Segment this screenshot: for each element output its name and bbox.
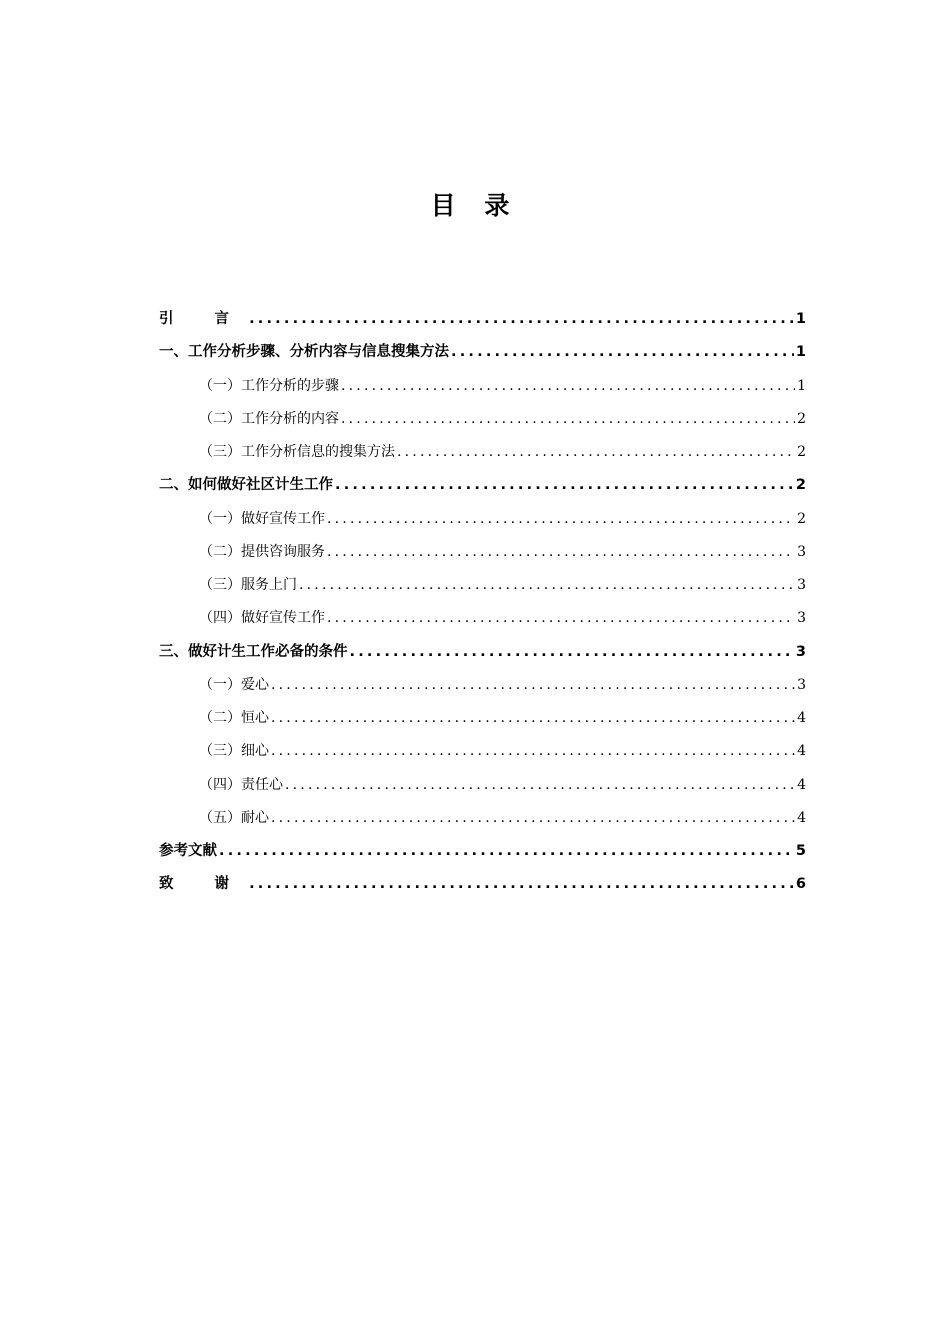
toc-entry-page: 1 xyxy=(797,377,806,394)
toc-entry-label: （三）工作分析信息的搜集方法 xyxy=(199,444,395,460)
toc-leader-dots xyxy=(327,602,795,635)
toc-leader-dots xyxy=(327,536,795,569)
toc-entry-label: 致 谢 xyxy=(159,876,248,893)
toc-entry-page: 5 xyxy=(795,843,806,859)
toc-entry-page: 2 xyxy=(797,510,806,527)
toc-entry-section-2-3[interactable] xyxy=(159,569,806,602)
toc-leader-dots xyxy=(350,636,794,669)
toc-leader-dots xyxy=(341,403,795,436)
toc-entry-label: （一）工作分析的步骤 xyxy=(199,377,339,394)
toc-entry-acknowledgements[interactable] xyxy=(159,868,806,901)
toc-entry-page: 3 xyxy=(797,676,806,693)
toc-entry-section-1-3[interactable] xyxy=(159,436,806,469)
toc-leader-dots xyxy=(335,469,794,502)
toc-leader-dots xyxy=(327,503,795,536)
toc-entry-references[interactable] xyxy=(159,835,806,868)
toc-entry-label: 引 言 xyxy=(159,311,248,327)
toc-entry-label: （一）爱心 xyxy=(199,676,269,693)
toc-entry-label: （四）做好宣传工作 xyxy=(199,610,325,627)
toc-leader-dots xyxy=(249,868,794,901)
toc-entry-section-1-1[interactable] xyxy=(159,370,806,403)
toc-entry-section-3-2[interactable] xyxy=(159,702,806,735)
table-of-contents xyxy=(159,303,806,902)
toc-entry-page: 2 xyxy=(797,444,806,460)
toc-entry-section-1-2[interactable] xyxy=(159,403,806,436)
toc-entry-label: （一）做好宣传工作 xyxy=(199,510,325,527)
toc-entry-page: 3 xyxy=(797,543,806,560)
toc-entry-page: 2 xyxy=(797,410,806,427)
toc-entry-label: 二、如何做好社区计生工作 xyxy=(159,477,333,494)
toc-entry-page: 6 xyxy=(795,876,806,893)
toc-entry-page: 4 xyxy=(797,809,806,826)
toc-entry-label: （三）细心 xyxy=(199,743,269,760)
toc-leader-dots xyxy=(271,735,795,768)
toc-entry-label: （二）工作分析的内容 xyxy=(199,410,339,427)
toc-entry-section-3[interactable] xyxy=(159,636,806,669)
toc-leader-dots xyxy=(285,769,795,802)
toc-entry-label: （二）提供咨询服务 xyxy=(199,543,325,560)
toc-leader-dots xyxy=(397,436,795,469)
toc-entry-label: （五）耐心 xyxy=(199,809,269,826)
toc-entry-section-3-1[interactable] xyxy=(159,669,806,702)
toc-entry-label: （二）恒心 xyxy=(199,710,269,726)
toc-entry-page: 4 xyxy=(797,776,806,793)
toc-entry-page: 3 xyxy=(797,577,806,593)
toc-entry-section-1[interactable] xyxy=(159,336,806,369)
toc-leader-dots xyxy=(341,370,795,403)
toc-entry-label: 参考文献 xyxy=(159,843,217,859)
toc-leader-dots xyxy=(249,303,794,336)
toc-entry-section-2-4[interactable] xyxy=(159,602,806,635)
toc-entry-section-3-3[interactable] xyxy=(159,735,806,768)
toc-entry-label: 一、工作分析步骤、分析内容与信息搜集方法 xyxy=(159,344,449,361)
toc-leader-dots xyxy=(451,336,794,369)
toc-entry-section-2-1[interactable] xyxy=(159,503,806,536)
toc-leader-dots xyxy=(219,835,794,868)
toc-entry-page: 1 xyxy=(795,311,806,327)
toc-leader-dots xyxy=(271,669,795,702)
toc-leader-dots xyxy=(271,802,795,835)
toc-entry-section-2[interactable] xyxy=(159,469,806,502)
toc-leader-dots xyxy=(271,702,795,735)
toc-leader-dots xyxy=(299,569,795,602)
toc-entry-page: 3 xyxy=(795,643,806,660)
toc-entry-page: 4 xyxy=(797,743,806,760)
toc-entry-section-2-2[interactable] xyxy=(159,536,806,569)
toc-entry-label: （四）责任心 xyxy=(199,776,283,793)
toc-entry-page: 4 xyxy=(797,710,806,726)
toc-entry-page: 2 xyxy=(795,477,806,494)
toc-entry-label: 三、做好计生工作必备的条件 xyxy=(159,643,348,660)
toc-entry-section-3-4[interactable] xyxy=(159,769,806,802)
toc-entry-label: （三）服务上门 xyxy=(199,577,297,593)
toc-entry-introduction[interactable] xyxy=(159,303,806,336)
page-title: 目 录 xyxy=(430,191,520,220)
toc-entry-section-3-5[interactable] xyxy=(159,802,806,835)
toc-entry-page: 1 xyxy=(795,344,806,361)
toc-entry-page: 3 xyxy=(797,610,806,627)
